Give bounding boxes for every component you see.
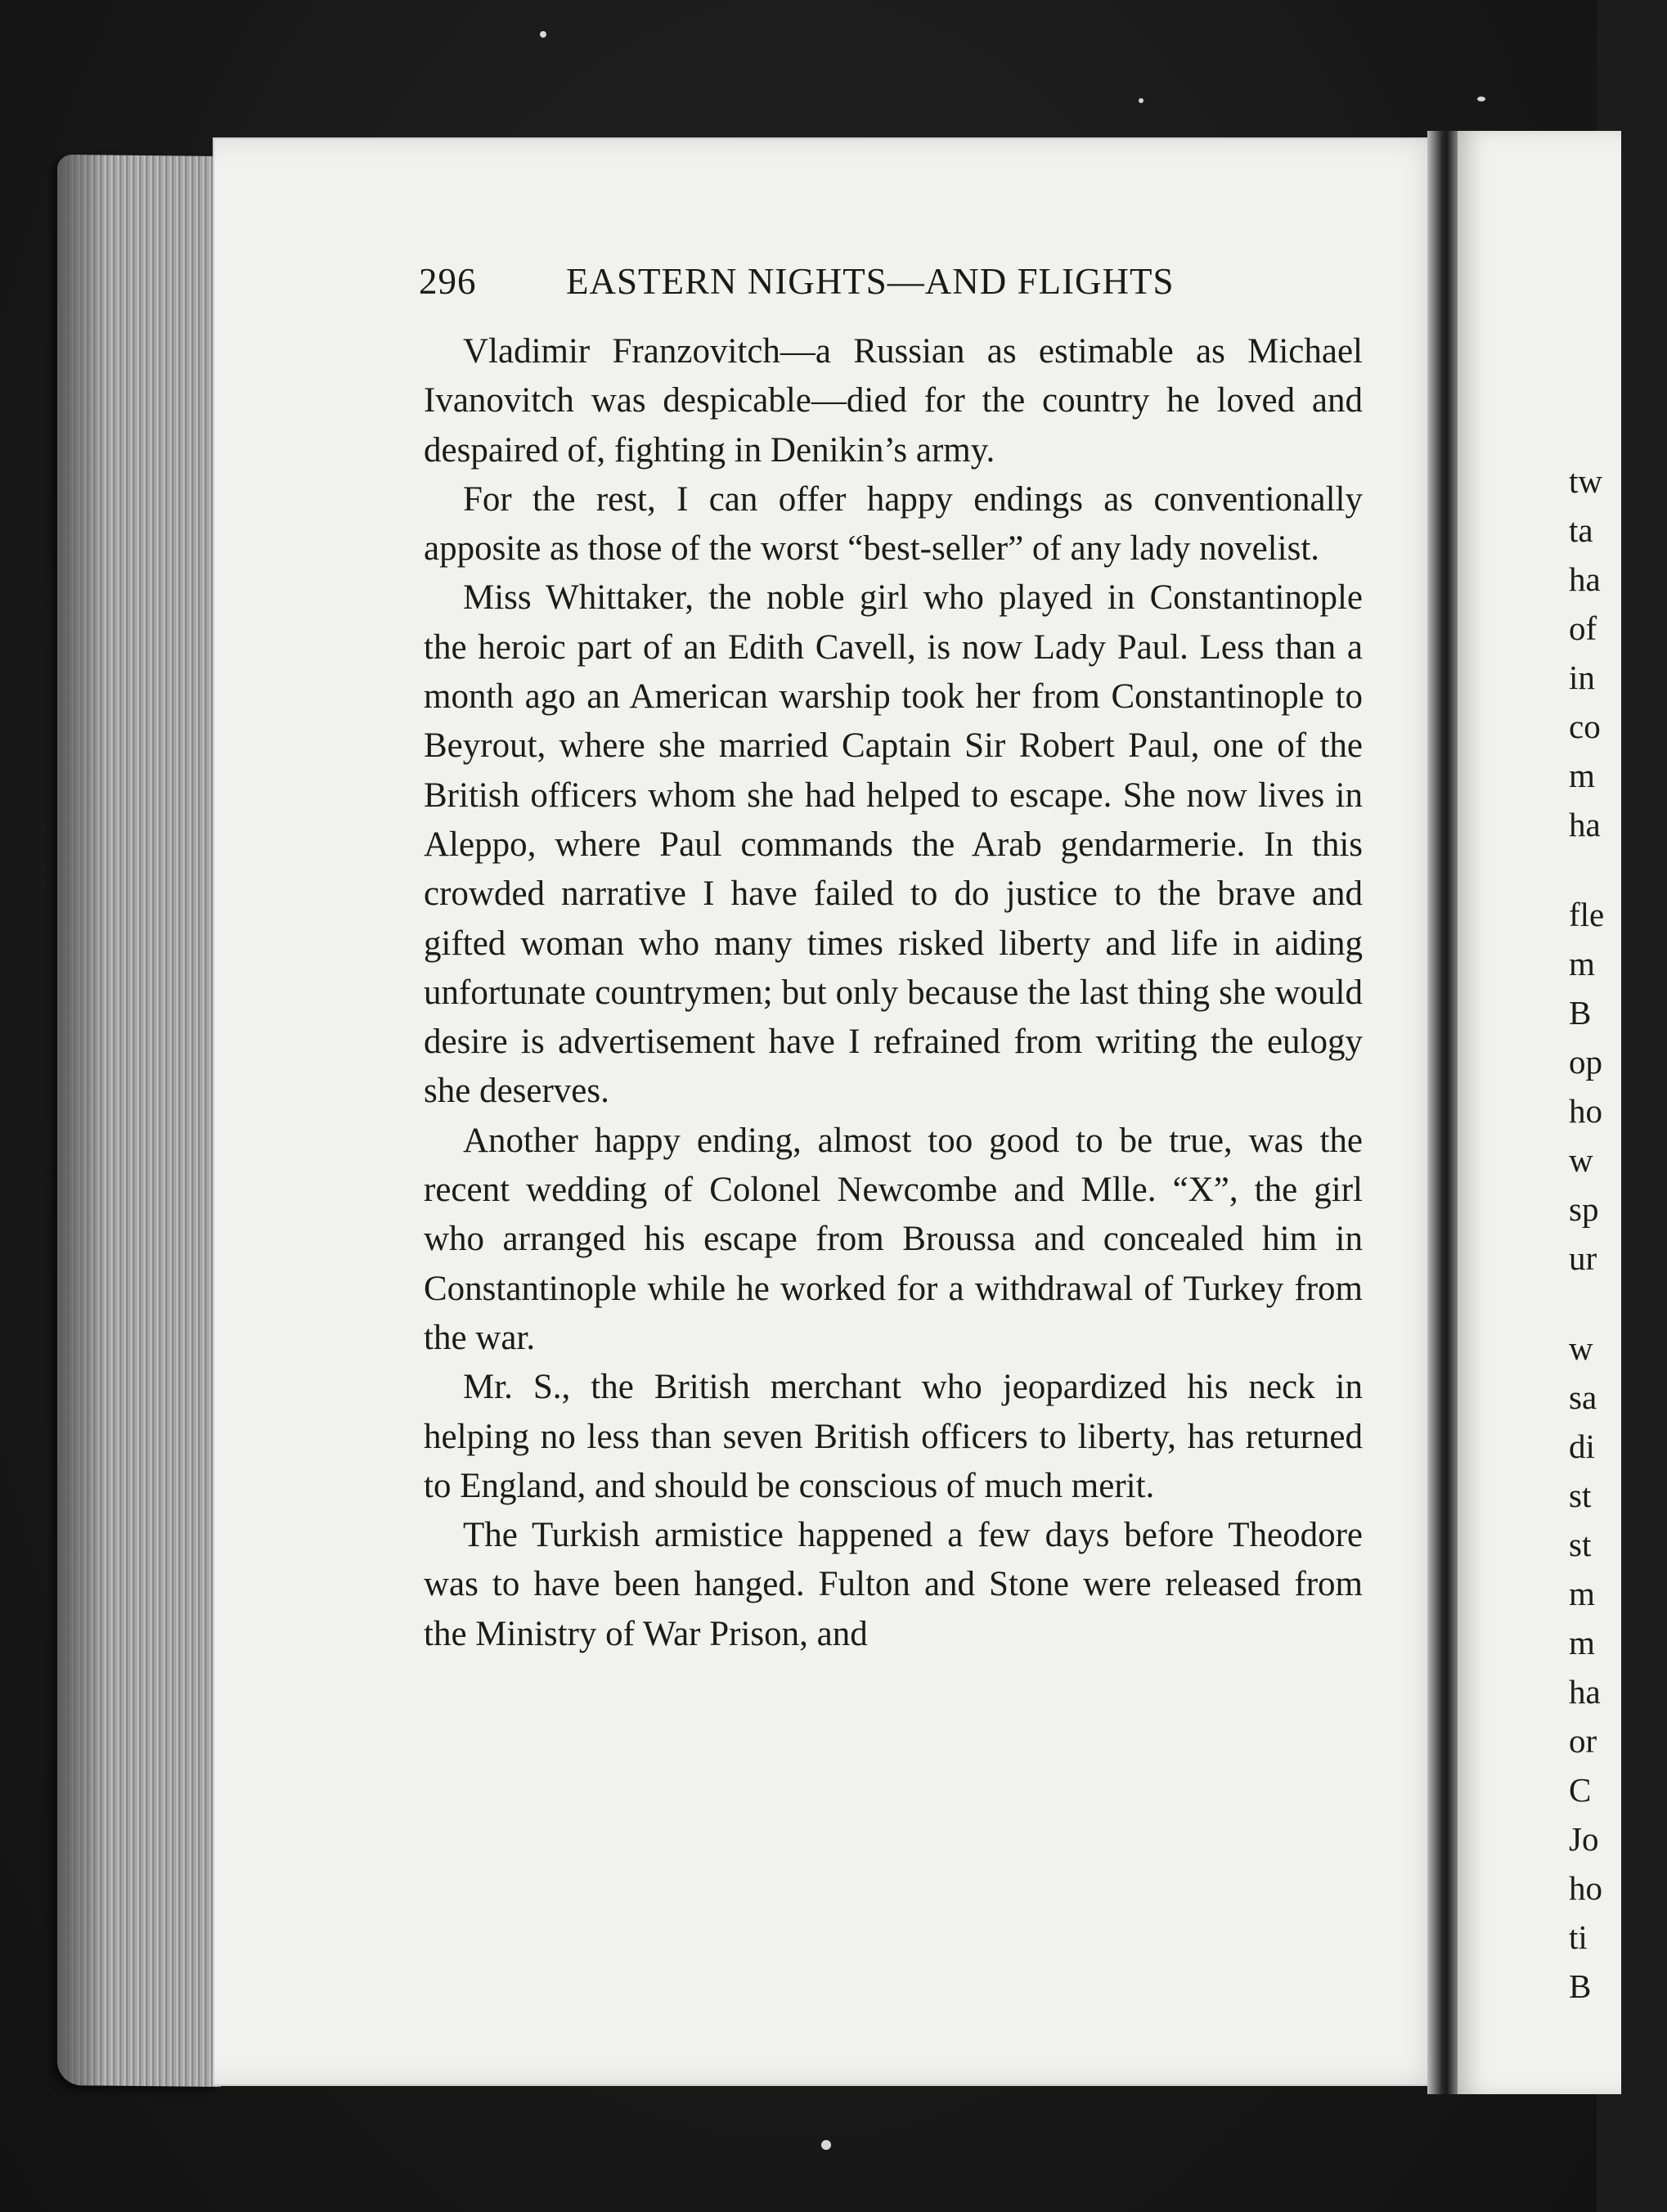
facing-line: sa [1569,1378,1597,1416]
facing-line: B [1569,994,1592,1032]
page-number: 296 [419,261,477,302]
facing-line: ho [1569,1869,1602,1907]
paragraph: Miss Whittaker, the noble girl who played in Constantinople the heroic part of an Edith Cavell, is now Lady Paul. Less than a month ago an American warship took her from Constantinople to Beyrout, where she married Captain Sir Robert Paul, one of the British officers whom she had helped to escape. She now lives in Aleppo, where Paul commands the Arab gendarmerie. In this crowded narrative I have failed to do justice to the brave and gifted woman who many times risked liberty and life in aiding unfortunate countrymen; but only because the last thing she would desire is advertisement have I refrained from writing the eulogy she deserves. [424,578,1363,1111]
dust-speck [821,2140,831,2150]
facing-line: ur [1569,1239,1597,1277]
dust-speck [1139,98,1144,103]
facing-line: ta [1569,511,1593,549]
facing-line: in [1569,659,1595,696]
facing-line: m [1569,1575,1595,1612]
paragraph: The Turkish armistice happened a few days before Theodore was to have been hanged. Fulton and Stone were released from the Ministry of War Prison, and [424,1516,1363,1653]
body-text [424,327,1363,1659]
paragraph: Mr. S., the British merchant who jeopardized his neck in helping no less than seven British officers to liberty, has returned to England, and should be conscious of much merit. [424,1368,1363,1505]
paragraph: Vladimir Franzovitch—a Russian as estimable as Michael Ivanovitch was despicable—died for the country he loved and despaired of, fighting in Denikin’s army. [424,332,1363,470]
facing-line: tw [1569,462,1602,500]
facing-line: m [1569,1624,1595,1661]
facing-line: B [1569,1967,1592,2005]
page-edges-stack [57,155,221,2087]
facing-line: or [1569,1722,1597,1760]
facing-line: st [1569,1477,1592,1514]
book-gutter [1427,131,1460,2094]
facing-line: w [1569,1329,1593,1367]
facing-line: of [1569,609,1597,647]
dust-speck [1477,97,1485,101]
dust-speck [540,31,546,38]
facing-line: m [1569,757,1595,794]
facing-line: op [1569,1043,1602,1081]
facing-line: C [1569,1771,1592,1809]
running-head-title: EASTERN NIGHTS—AND FLIGHTS [566,261,1175,302]
facing-line: m [1569,945,1595,982]
facing-line: ha [1569,1673,1601,1711]
facing-line: st [1569,1526,1592,1563]
facing-line: ha [1569,560,1601,598]
facing-line: ti [1569,1918,1588,1956]
facing-line: w [1569,1141,1593,1179]
paragraph: Another happy ending, almost too good to be true, was the recent wedding of Colonel Newcombe and Mlle. “X”, the girl who arranged his escape from Broussa and concealed him in Constantinople while he worked for a withdrawal of Turkey from the war. [424,1121,1363,1357]
running-head [419,260,1237,303]
facing-line: ha [1569,806,1601,843]
right-page-partial [1458,131,1621,2094]
facing-line: fle [1569,896,1605,933]
paragraph: For the rest, I can offer happy endings as conventionally apposite as those of the worst “best-seller” of any lady novelist. [424,479,1363,569]
facing-line: di [1569,1427,1595,1465]
facing-line: Jo [1569,1820,1599,1858]
facing-line: co [1569,708,1601,745]
facing-line: ho [1569,1092,1602,1130]
facing-line: sp [1569,1190,1599,1228]
